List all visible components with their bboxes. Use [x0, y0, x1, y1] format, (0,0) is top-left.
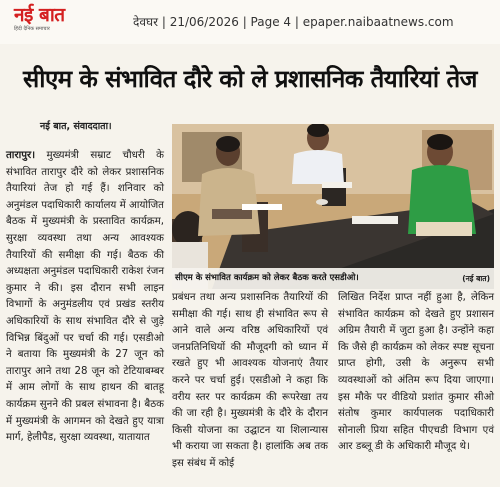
column-1-text: मुख्यमंत्री सम्राट चौधरी के संभावित तारापुर दौरे को लेकर प्रशासनिक तैयारियां तेज हो गई हैं। शनिवार को अनुमंडल पदाधिकारी कार्यालय में आयोजित बैठक में मुख्यमंत्री के प्रस्तावित कार्यक्रम, सुरक्षा व्यवस्था तथा अन्य आवश्यक तैयारियों की समीक्षा की गई। बैठक की अध्यक्षता अनुमंडल पदाधिकारी राकेश रंजन कुमार ने की। इस दौरान सभी लाइन विभागों के अनुमंडलीय एवं प्रखंड स्तरीय अधिकारियों के साथ संभावित दौरे से जुड़े विभिन्न बिंदुओं पर चर्चा की गई। एसडीओ ने बताया कि मुख्यमंत्री के 27 जून को तारापुर आने तथा 28 जून को टेटियाबम्बर में आम लोगों के साथ हाथन की बातहू कार्यक्रम सुनने की प्रबल संभावना है। बैठक में मुख्यमंत्री के आगमन को देखते हुए यात्रा मार्ग, हेलीपैड, सुरक्षा व्यवस्था, यातायात [6, 150, 164, 444]
meeting-photo-illustration [172, 124, 494, 289]
masthead-tagline: हिंदी दैनिक समाचार [14, 26, 50, 32]
article-column-3: लिखित निर्देश प्राप्त नहीं हुआ है, लेकिन संभावित कार्यक्रम को देखते हुए प्रशासन अग्रिम तैयारी में जुटा हुआ है। उन्होंने कहा कि जैसे ही कार्यक्रम को लेकर स्पष्ट सूचना प्राप्त होगी, उसी के अनुरूप सभी व्यवस्थाओं को अंतिम रूप दिया जाएगा। इस मौके पर वीडियो प्रशांत कुमार सीओ संतोष कुमार कार्यपालक पदाधिकारी सोनाली प्रिया सहित पीएचडी विभाग एवं आर डब्लू डी के अधिकारी मौजूद थे। [338, 292, 494, 453]
photo-caption-bar [172, 268, 494, 289]
place-lead: तारापुर। [6, 150, 36, 161]
dateline: नई बात, संवाददाता। [40, 121, 112, 132]
edition-meta: देवघर | 21/06/2026 | Page 4 | epaper.naibaatnews.com [133, 15, 454, 29]
article-column-1 [6, 148, 164, 447]
newspaper-logo[interactable] [14, 4, 84, 38]
photo-credit: (नई बात) [462, 274, 490, 283]
article-column-2: प्रबंधन तथा अन्य प्रशासनिक तैयारियों की समीक्षा की गई। साथ ही संभावित रूप से आने वाले अन्य वरिष्ठ अधिकारियों एवं जनप्रतिनिधियों की मौजूदगी को ध्यान में रखते हुए भी आवश्यक योजनाएं तैयार करने पर चर्चा हुई। एसडीओ ने कहा कि वरीय स्तर पर कार्यक्रम की रूपरेखा तय की जा रही है। मुख्यमंत्री के दौरे के दौरान किसी योजना का उद्घाटन या शिलान्यास भी कराया जा सकता है। हालांकि अब तक इस संबंध में कोई [172, 292, 328, 469]
headline: सीएम के संभावित दौरे को ले प्रशासनिक तैयारियां तेज [23, 65, 477, 93]
headline-container [0, 56, 500, 102]
masthead-name: नई बात [14, 4, 65, 26]
meeting-photo [172, 124, 494, 289]
photo-caption: सीएम के संभावित कार्यक्रम को लेकर बैठक करते एसडीओ। [175, 273, 359, 283]
top-bar [0, 0, 500, 44]
